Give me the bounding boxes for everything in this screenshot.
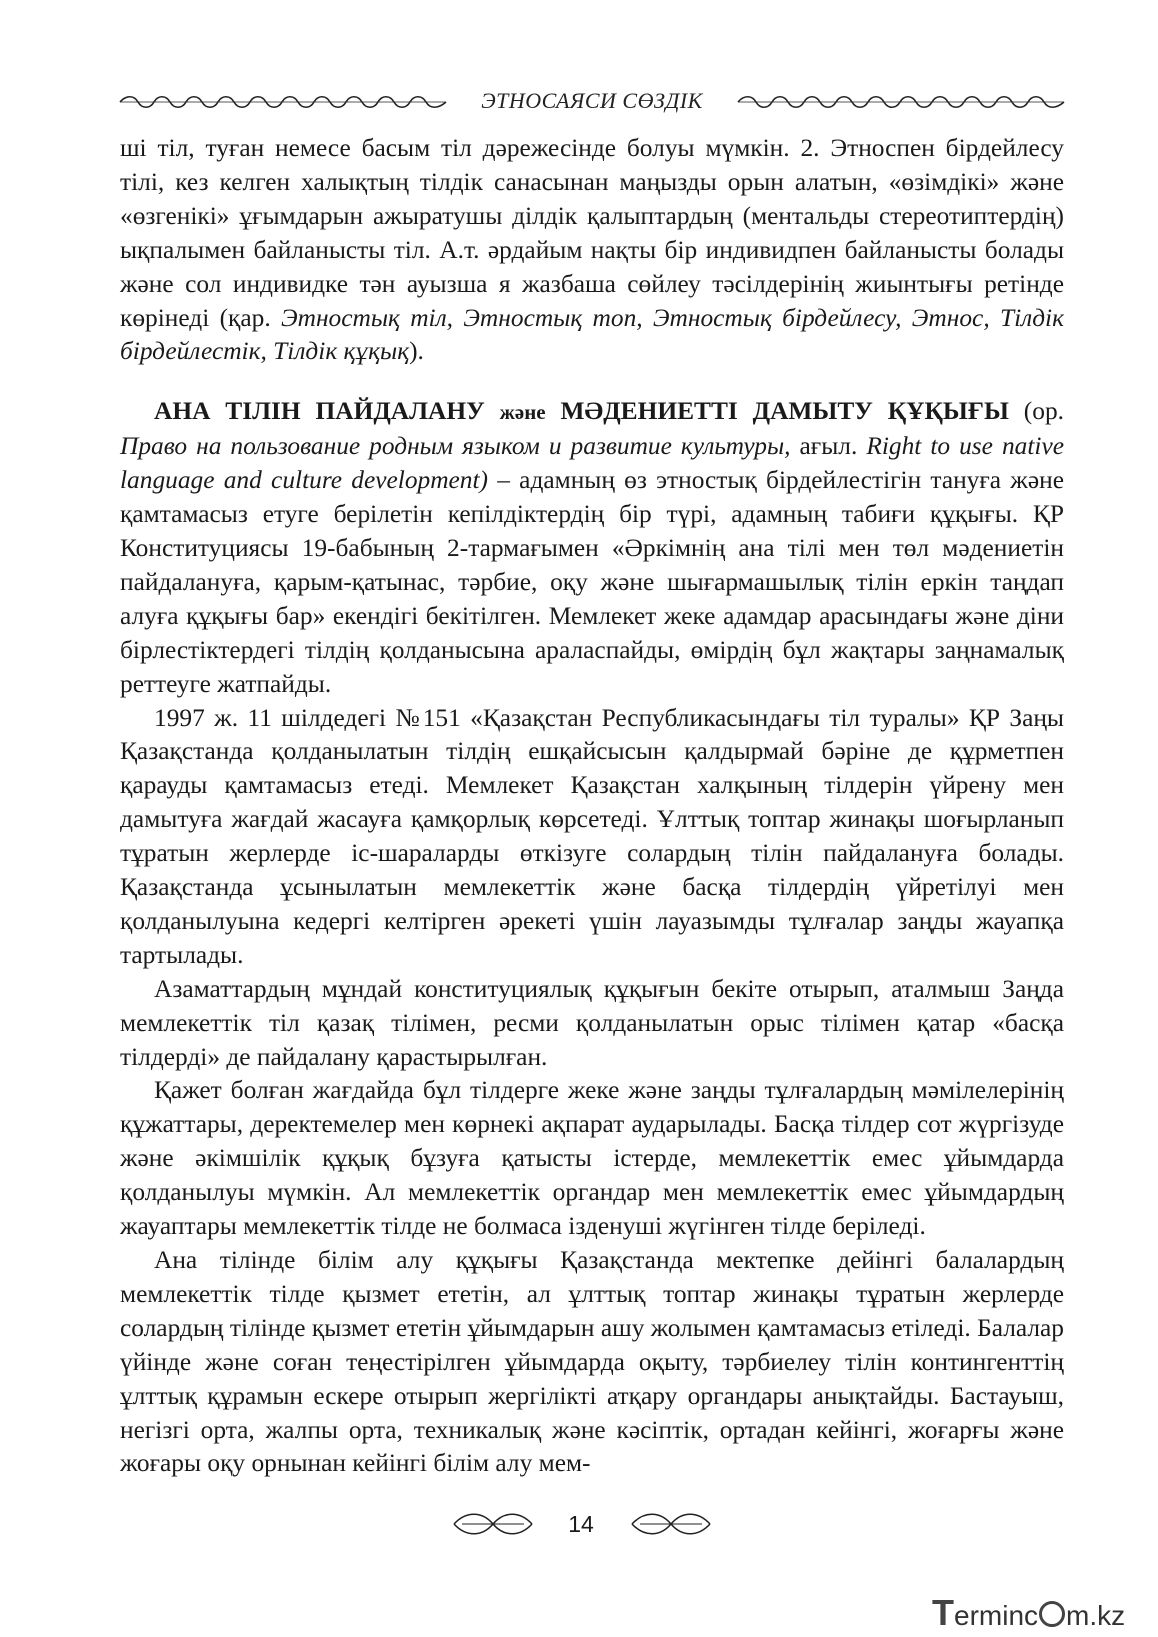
flourish-ornament-icon — [630, 1513, 712, 1535]
entry-headword-conjunction: және — [499, 400, 546, 425]
logo-circle-icon — [1039, 1601, 1065, 1627]
english-term: Right to use native language and culture development) — [120, 432, 1064, 495]
page-footer — [0, 1509, 1158, 1539]
entry-definition: – адамның өз этностық бірдейлестігін тануға және қамтамасыз етуге берілетін кепілдіктердің бір түрі, адамның табиғи құқығы. ҚР Конституциясы 19-бабының 2-тармағымен «Әркімнің ана тілі мен төл мәдениетін пайдалануға, қарым-қатынас, тәрбие, оқу және шығармашылық тілін еркін таңдап алуға құқығы бар» екендігі бекітілген. Мемлекет жеке адамдар арасындағы және діни бірлестіктердегі тілдің қолданысына араласпайды, өмірдің бұл жақтары заңнамалық реттеуге жатпайды. — [120, 466, 1064, 698]
header-title: ЭТНОСАЯСИ СӨЗДІК — [481, 88, 703, 113]
paragraph: Азаматтардың мұндай конституциялық құқығын бекіте отырып, аталмыш Заңда мемлекеттік тіл қазақ тілімен, ресми қолданылатын орыс тілімен қатар «басқа тілдерді» де пайдалану қарастырылған. — [120, 974, 1064, 1071]
running-header — [118, 86, 1066, 116]
paragraph-end: ). — [409, 337, 424, 366]
entry-headword: АНА ТІЛІН ПАЙДАЛАНУ — [154, 397, 485, 426]
dictionary-entry — [120, 395, 1064, 701]
scroll-ornament-icon — [736, 94, 1066, 110]
paragraph-continuation — [120, 132, 1064, 369]
page-body — [120, 132, 1064, 1481]
termincom-watermark: Terminc m.kz — [932, 1592, 1126, 1633]
paragraph: Қажет болған жағдайда бұл тілдерге жеке және заңды тұлғалардың мәмілелерінің құжаттары, деректемелер мен көрнекі ақпарат аударылады. Басқа тілдер сот жүргізуде және әкімшілік құқық бұзуға қатысты істерде, мемлекеттік емес ұйымдарда қолданылуы мүмкін. Ал мемлекеттік органдар мен мемлекеттік емес ұйымдардың жауаптары мемлекеттік тілде не болмаса ізденуші жүгінген тілде беріледі. — [120, 1076, 1064, 1241]
paragraph-text: ші тіл, туған немесе басым тіл дәрежесінде болуы мүмкін. 2. Этноспен бірдейлесу тілі, кез келген халықтың тілдік санасынан маңызды орын алатын, «өзімдікі» және «өзгенікі» ұғымдарын ажыратушы ділдік қалыптардың (ментальды стереотиптердің) ықпалымен байланысты тіл. А.т. әрдайым нақты бір индивидпен байланысты болады және сол индивидке тән ауызша я жазбаша сөйлеу тәсілдерінің жиынтығы ретінде көрінеді (қар. — [120, 134, 1064, 332]
english-label: ағыл. — [799, 432, 858, 461]
cross-references: Этностық тіл, Этностық топ, Этностық бірдейлесу, Этнос, Тілдік бірдейлестік, Тілдік құқық — [120, 303, 1064, 366]
paragraph: 1997 ж. 11 шілдедегі №151 «Қазақстан Республикасындағы тіл туралы» ҚР Заңы Қазақстанда қолданылатын тілдің ешқайсысын қалдырмай бәріне де құрметпен қарауды қамтамасыз етеді. Мемлекет Қазақстан халқының тілдерін үйрену мен дамытуға жағдай жасауға қамқорлық көрсетеді. Ұлттық топтар жинақы шоғырланып тұратын жерлерде іс-шараларды өткізуге солардың тілін пайдалануға болады. Қазақстанда ұсынылатын мемлекеттік және басқа тілдердің үйретілуі мен қолданылуына кедергі келтірген әрекеті үшін лауазымды тұлғалар заңды жауапқа тартылады. — [120, 703, 1064, 969]
flourish-ornament-icon — [452, 1513, 534, 1535]
russian-label: (ор. — [1023, 397, 1064, 426]
russian-term: Право на пользование родным языком и развитие культуры, — [120, 432, 791, 461]
page-number: 14 — [568, 1511, 594, 1537]
paragraph: Ана тілінде білім алу құқығы Қазақстанда мектепке дейінгі балалардың мемлекеттік тілде қызмет ететін, ал ұлттық топтар жинақы тұратын жерлерде солардың тілінде қызмет ететін ұйымдарын ашу жолымен қамтамасыз етіледі. Балалар үйінде және соған теңестірілген ұйымдарда оқыту, тәрбиелеу тілін контингенттің ұлттық құрамын ескере отырып жергілікті атқару органдары анықтайды. Бастауыш, негізгі орта, жалпы орта, техникалық және кәсіптік, ортадан кейінгі, жоғарғы және жоғары оқу орнынан кейінгі білім алу мем- — [120, 1246, 1064, 1478]
scroll-ornament-icon — [118, 94, 448, 110]
entry-headword-continued: МӘДЕНИЕТТІ ДАМЫТУ ҚҰҚЫҒЫ — [560, 397, 1009, 426]
